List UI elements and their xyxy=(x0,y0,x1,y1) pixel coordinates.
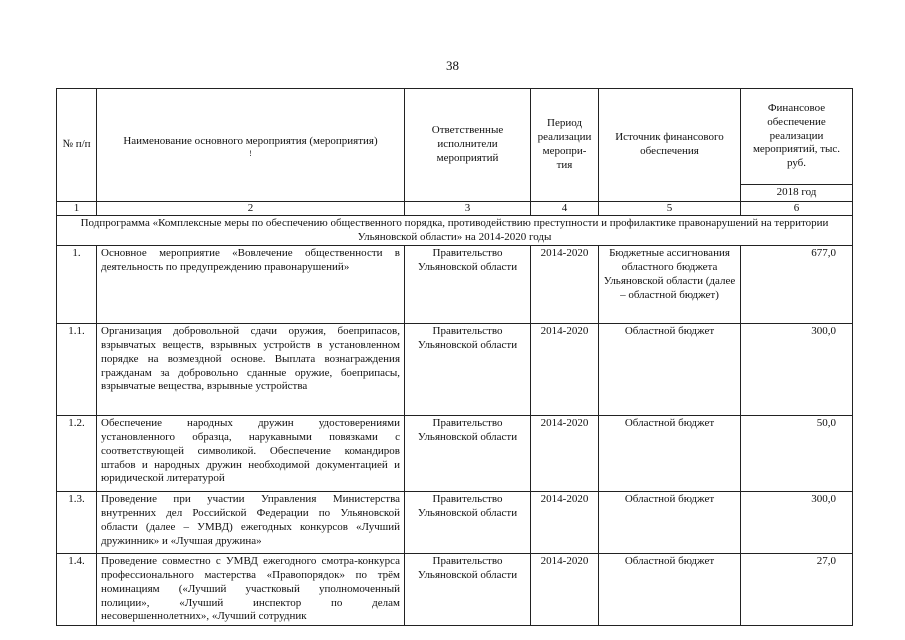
row-period: 2014-2020 xyxy=(531,246,599,324)
row-source: Областной бюджет xyxy=(599,554,741,626)
row-period: 2014-2020 xyxy=(531,554,599,626)
measures-table xyxy=(56,88,853,626)
column-number: 4 xyxy=(531,201,599,215)
row-name: Проведение совместно с УМВД ежегодного смотра-конкурса профессионального мастерства «Правопорядок» по трём номинациям («Лучший участковый уполномоченный полиции», «Лучший инспектор по делам несовершеннолетних», «Лучший сотрудник xyxy=(97,554,405,626)
row-source: Областной бюджет xyxy=(599,416,741,492)
row-executor: Правительство Ульяновской области xyxy=(405,324,531,416)
column-number: 6 xyxy=(741,201,853,215)
table-row xyxy=(57,492,853,554)
header-num: № п/п xyxy=(57,89,97,202)
row-period: 2014-2020 xyxy=(531,324,599,416)
row-executor: Правительство Ульяновской области xyxy=(405,554,531,626)
row-name: Проведение при участии Управления Министерства внутренних дел Российской Федерации по Ульяновской области (далее – УМВД) ежегодных конкурсов «Лучший дружинник» и «Лучшая дружина» xyxy=(97,492,405,554)
row-source: Областной бюджет xyxy=(599,324,741,416)
column-number: 3 xyxy=(405,201,531,215)
header-finance: Финансовое обеспечение реализации мероприятий, тыс. руб. xyxy=(741,89,853,185)
row-source: Бюджетные ассигнования областного бюджета Ульяновской области (далее – областной бюджет) xyxy=(599,246,741,324)
row-num: 1. xyxy=(57,246,97,324)
page-number: 38 xyxy=(446,58,459,73)
row-source: Областной бюджет xyxy=(599,492,741,554)
subprogram-title: Подпрограмма «Комплексные меры по обеспечению общественного порядка, противодействию преступности и профилактике правонарушений на территории Ульяновской области» на 2014-2020 годы xyxy=(57,215,853,246)
column-number: 5 xyxy=(599,201,741,215)
row-num: 1.4. xyxy=(57,554,97,626)
row-amount: 50,0 xyxy=(741,416,853,492)
column-number: 2 xyxy=(97,201,405,215)
row-num: 1.2. xyxy=(57,416,97,492)
row-num: 1.1. xyxy=(57,324,97,416)
row-amount: 27,0 xyxy=(741,554,853,626)
subprogram-row xyxy=(57,215,853,246)
table-row xyxy=(57,416,853,492)
table-row xyxy=(57,246,853,324)
table-row xyxy=(57,554,853,626)
header-year: 2018 год xyxy=(741,185,853,202)
row-period: 2014-2020 xyxy=(531,416,599,492)
row-amount: 300,0 xyxy=(741,492,853,554)
row-name: Организация добровольной сдачи оружия, боеприпасов, взрывчатых веществ, взрывных устройств в установленном порядке на возмездной основе. Выплата вознаграждения гражданам за добровольно сданные оружие, боеприпасы, взрывчатые вещества, взрывные устройства xyxy=(97,324,405,416)
row-num: 1.3. xyxy=(57,492,97,554)
header-source: Источник финансового обеспечения xyxy=(599,89,741,202)
header-executors: Ответственные исполнители мероприятий xyxy=(405,89,531,202)
table-row xyxy=(57,324,853,416)
column-number: 1 xyxy=(57,201,97,215)
row-amount: 300,0 xyxy=(741,324,853,416)
column-numbers-row xyxy=(57,201,853,215)
header-period: Период реализации меропри-тия xyxy=(531,89,599,202)
row-executor: Правительство Ульяновской области xyxy=(405,246,531,324)
header-name xyxy=(97,89,405,202)
row-amount: 677,0 xyxy=(741,246,853,324)
header-name-text: Наименование основного мероприятия (мероприятия) xyxy=(123,135,378,147)
header-mark: ! xyxy=(249,148,252,158)
row-name: Обеспечение народных дружин удостоверениями установленного образца, нарукавными повязками с соответствующей символикой. Обеспечение командиров штабов и народных дружин необходимой документацией и юридической литературой xyxy=(97,416,405,492)
row-name: Основное мероприятие «Вовлечение общественности в деятельность по предупреждению правонарушений» xyxy=(97,246,405,324)
table-header-row xyxy=(57,89,853,185)
row-executor: Правительство Ульяновской области xyxy=(405,416,531,492)
row-executor: Правительство Ульяновской области xyxy=(405,492,531,554)
row-period: 2014-2020 xyxy=(531,492,599,554)
